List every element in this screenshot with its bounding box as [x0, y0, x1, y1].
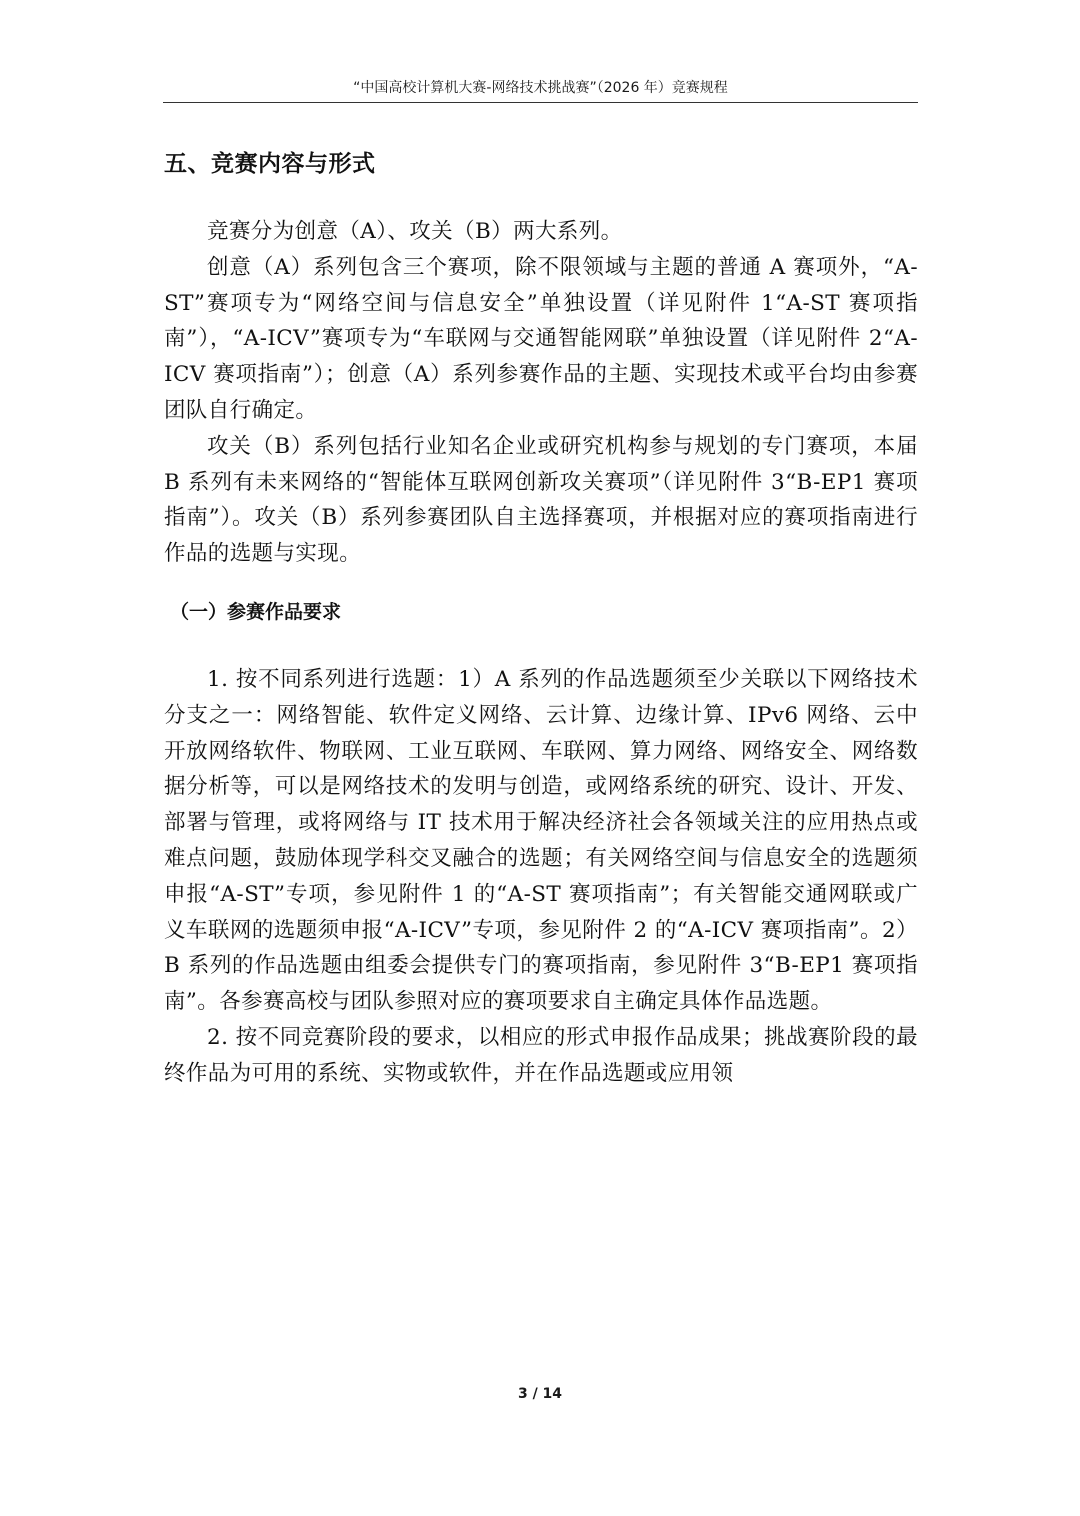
page-number: 3 / 14: [517, 1386, 563, 1402]
subsection-title: （一）参赛作品要求: [170, 600, 342, 623]
paragraph: 竞赛分为创意（A）、攻关（B）两大系列。: [207, 219, 623, 244]
paragraph: 创意（A）系列包含三个赛项，除不限领域与主题的普通 A 赛项外，“A-ST”赛项专为“网络空间与信息安全”单独设置（详见附件 1“A-ST 赛项指南”），“A-ICV”赛项专为“车联网与交通智能网联”单独设置（详见附件 2“A-ICV 赛项指南”）；创意（A）系列参赛作品的主题、实现技术或平台均由参赛团队自行确定。: [164, 254, 918, 423]
section-title: 五、竞赛内容与形式: [164, 151, 376, 177]
paragraph: 1. 按不同系列进行选题：1）A 系列的作品选题须至少关联以下网络技术分支之一：网络智能、软件定义网络、云计算、边缘计算、IPv6 网络、云中开放网络软件、物联网、工业互联网、车联网、算力网络、网络安全、网络数据分析等，可以是网络技术的发明与创造，或网络系统的研究、设计、开发、部署与管理，或将网络与 IT 技术用于解决经济社会各领域关注的应用热点或难点问题，鼓励体现学科交叉融合的选题；有关网络空间与信息安全的选题须申报“A-ST”专项，参见附件 1 的“A-ST 赛项指南”；有关智能交通网联或广义车联网的选题须申报“A-ICV”专项，参见附件 2 的“A-ICV 赛项指南”。2）B 系列的作品选题由组委会提供专门的赛项指南，参见附件 3“B-EP1 赛项指南”。各参赛高校与团队参照对应的赛项要求自主确定具体作品选题。: [164, 666, 918, 1015]
paragraph: 2. 按不同竞赛阶段的要求，以相应的形式申报作品成果；挑战赛阶段的最终作品为可用的系统、实物或软件，并在作品选题或应用领: [164, 1024, 918, 1086]
paragraph: 攻关（B）系列包括行业知名企业或研究机构参与规划的专门赛项，本届 B 系列有未来网络的“智能体互联网创新攻关赛项”（详见附件 3“B-EP1 赛项指南”）。攻关（B）系列参赛团队自主选择赛项，并根据对应的赛项指南进行作品的选题与实现。: [164, 433, 918, 567]
page-body: [164, 148, 918, 1092]
running-header: “中国高校计算机大赛-网络技术挑战赛”（2026 年）竞赛规程: [163, 78, 918, 103]
